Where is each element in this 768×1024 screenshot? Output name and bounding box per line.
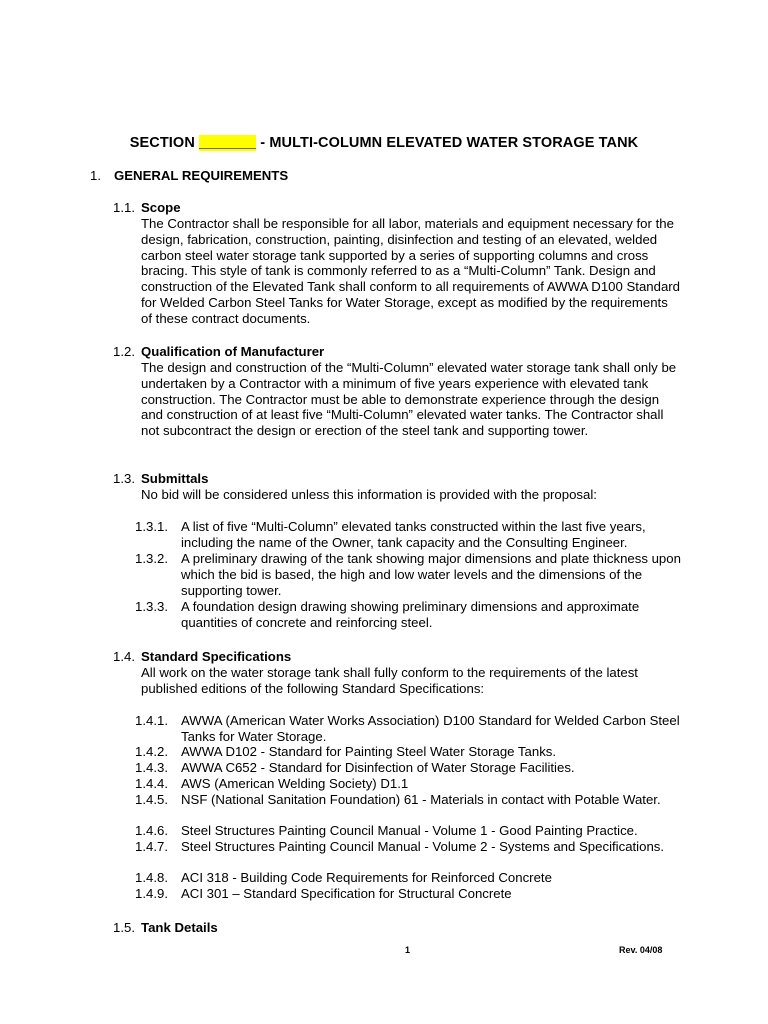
page-number: 1: [405, 945, 411, 955]
list-item-text: AWWA D102 - Standard for Painting Steel Water Storage Tanks.: [181, 744, 557, 759]
title-prefix: SECTION: [129, 135, 200, 151]
section-1-1-heading: Scope: [141, 200, 181, 215]
list-item-number: 1.4.2.: [135, 744, 168, 759]
section-1-4-text: All work on the water storage tank shall fully conform to the requirements of the latest published editions of the following Standard Specifications:: [141, 665, 638, 696]
list-item-number: 1.4.3.: [135, 760, 168, 775]
section-1-2-heading: Qualification of Manufacturer: [141, 344, 325, 359]
section-1-heading: GENERAL REQUIREMENTS: [114, 168, 289, 183]
section-1-1-number: 1.1.: [113, 200, 135, 215]
list-item-text: A preliminary drawing of the tank showing major dimensions and plate thickness upon which the bid is based, the high and low water levels and the dimensions of the supporting tower.: [181, 551, 681, 598]
section-1-3-heading: Submittals: [141, 471, 209, 486]
section-1-3-number: 1.3.: [113, 471, 135, 486]
list-item-number: 1.3.1.: [135, 519, 168, 534]
section-number-blank: _______: [199, 135, 257, 151]
list-item-text: AWWA C652 - Standard for Disinfection of Water Storage Facilities.: [181, 760, 575, 775]
section-1-5-number: 1.5.: [113, 920, 135, 935]
list-item-text: AWWA (American Water Works Association) D100 Standard for Welded Carbon Steel Tanks for Water Storage.: [181, 713, 680, 744]
list-item-text: Steel Structures Painting Council Manual - Volume 2 - Systems and Specifications.: [181, 839, 665, 854]
list-item-number: 1.4.7.: [135, 839, 168, 854]
list-item-number: 1.4.5.: [135, 792, 168, 807]
list-item-number: 1.4.6.: [135, 823, 168, 838]
section-1-2-number: 1.2.: [113, 344, 135, 359]
section-1-number: 1.: [90, 168, 101, 183]
list-item-number: 1.4.9.: [135, 886, 168, 901]
list-item-number: 1.4.1.: [135, 713, 168, 728]
list-item-text: A foundation design drawing showing preliminary dimensions and approximate quantities of concrete and reinforcing steel.: [181, 599, 640, 630]
section-1-5-heading: Tank Details: [141, 920, 218, 935]
list-item-text: A list of five “Multi-Column” elevated tanks constructed within the last five years, including the name of the Owner, tank capacity and the Consulting Engineer.: [181, 519, 646, 550]
list-item-number: 1.4.8.: [135, 870, 168, 885]
title-suffix: - MULTI-COLUMN ELEVATED WATER STORAGE TANK: [256, 135, 639, 151]
list-item-number: 1.3.2.: [135, 551, 168, 566]
section-1-4-number: 1.4.: [113, 649, 135, 664]
list-item-number: 1.3.3.: [135, 599, 168, 614]
list-item-text: Steel Structures Painting Council Manual - Volume 1 - Good Painting Practice.: [181, 823, 638, 838]
list-item-text: ACI 301 – Standard Specification for Structural Concrete: [181, 886, 512, 901]
revision-label: Rev. 04/08: [619, 945, 663, 955]
section-1-1-text: The Contractor shall be responsible for all labor, materials and equipment necessary for the design, fabrication, construction, painting, disinfection and testing of an elevated, welded carbon steel water storage tank supported by a series of supporting columns and cross bracing. This style of tank is commonly referred to as a “Multi-Column” Tank. Design and construction of the Elevated Tank shall conform to all requirements of AWWA D100 Standard for Welded Carbon Steel Tanks for Water Storage, except as modified by the requirements of these contract documents.: [141, 216, 681, 326]
list-item-number: 1.4.4.: [135, 776, 168, 791]
document-title: [0, 135, 768, 151]
list-item-text: ACI 318 - Building Code Requirements for Reinforced Concrete: [181, 870, 552, 885]
section-1-4-heading: Standard Specifications: [141, 649, 292, 664]
section-1-3-text: No bid will be considered unless this information is provided with the proposal:: [141, 487, 597, 502]
list-item-text: NSF (National Sanitation Foundation) 61 - Materials in contact with Potable Water.: [181, 792, 661, 807]
list-item-text: AWS (American Welding Society) D1.1: [181, 776, 409, 791]
section-1-2-text: The design and construction of the “Multi-Column” elevated water storage tank shall only be undertaken by a Contractor with a minimum of five years experience with elevated tank construction. The Contractor must be able to demonstrate experience through the design and construction of at least five “Multi-Column” elevated water tanks. The Contractor shall not subcontract the design or erection of the steel tank and supporting tower.: [141, 360, 677, 439]
